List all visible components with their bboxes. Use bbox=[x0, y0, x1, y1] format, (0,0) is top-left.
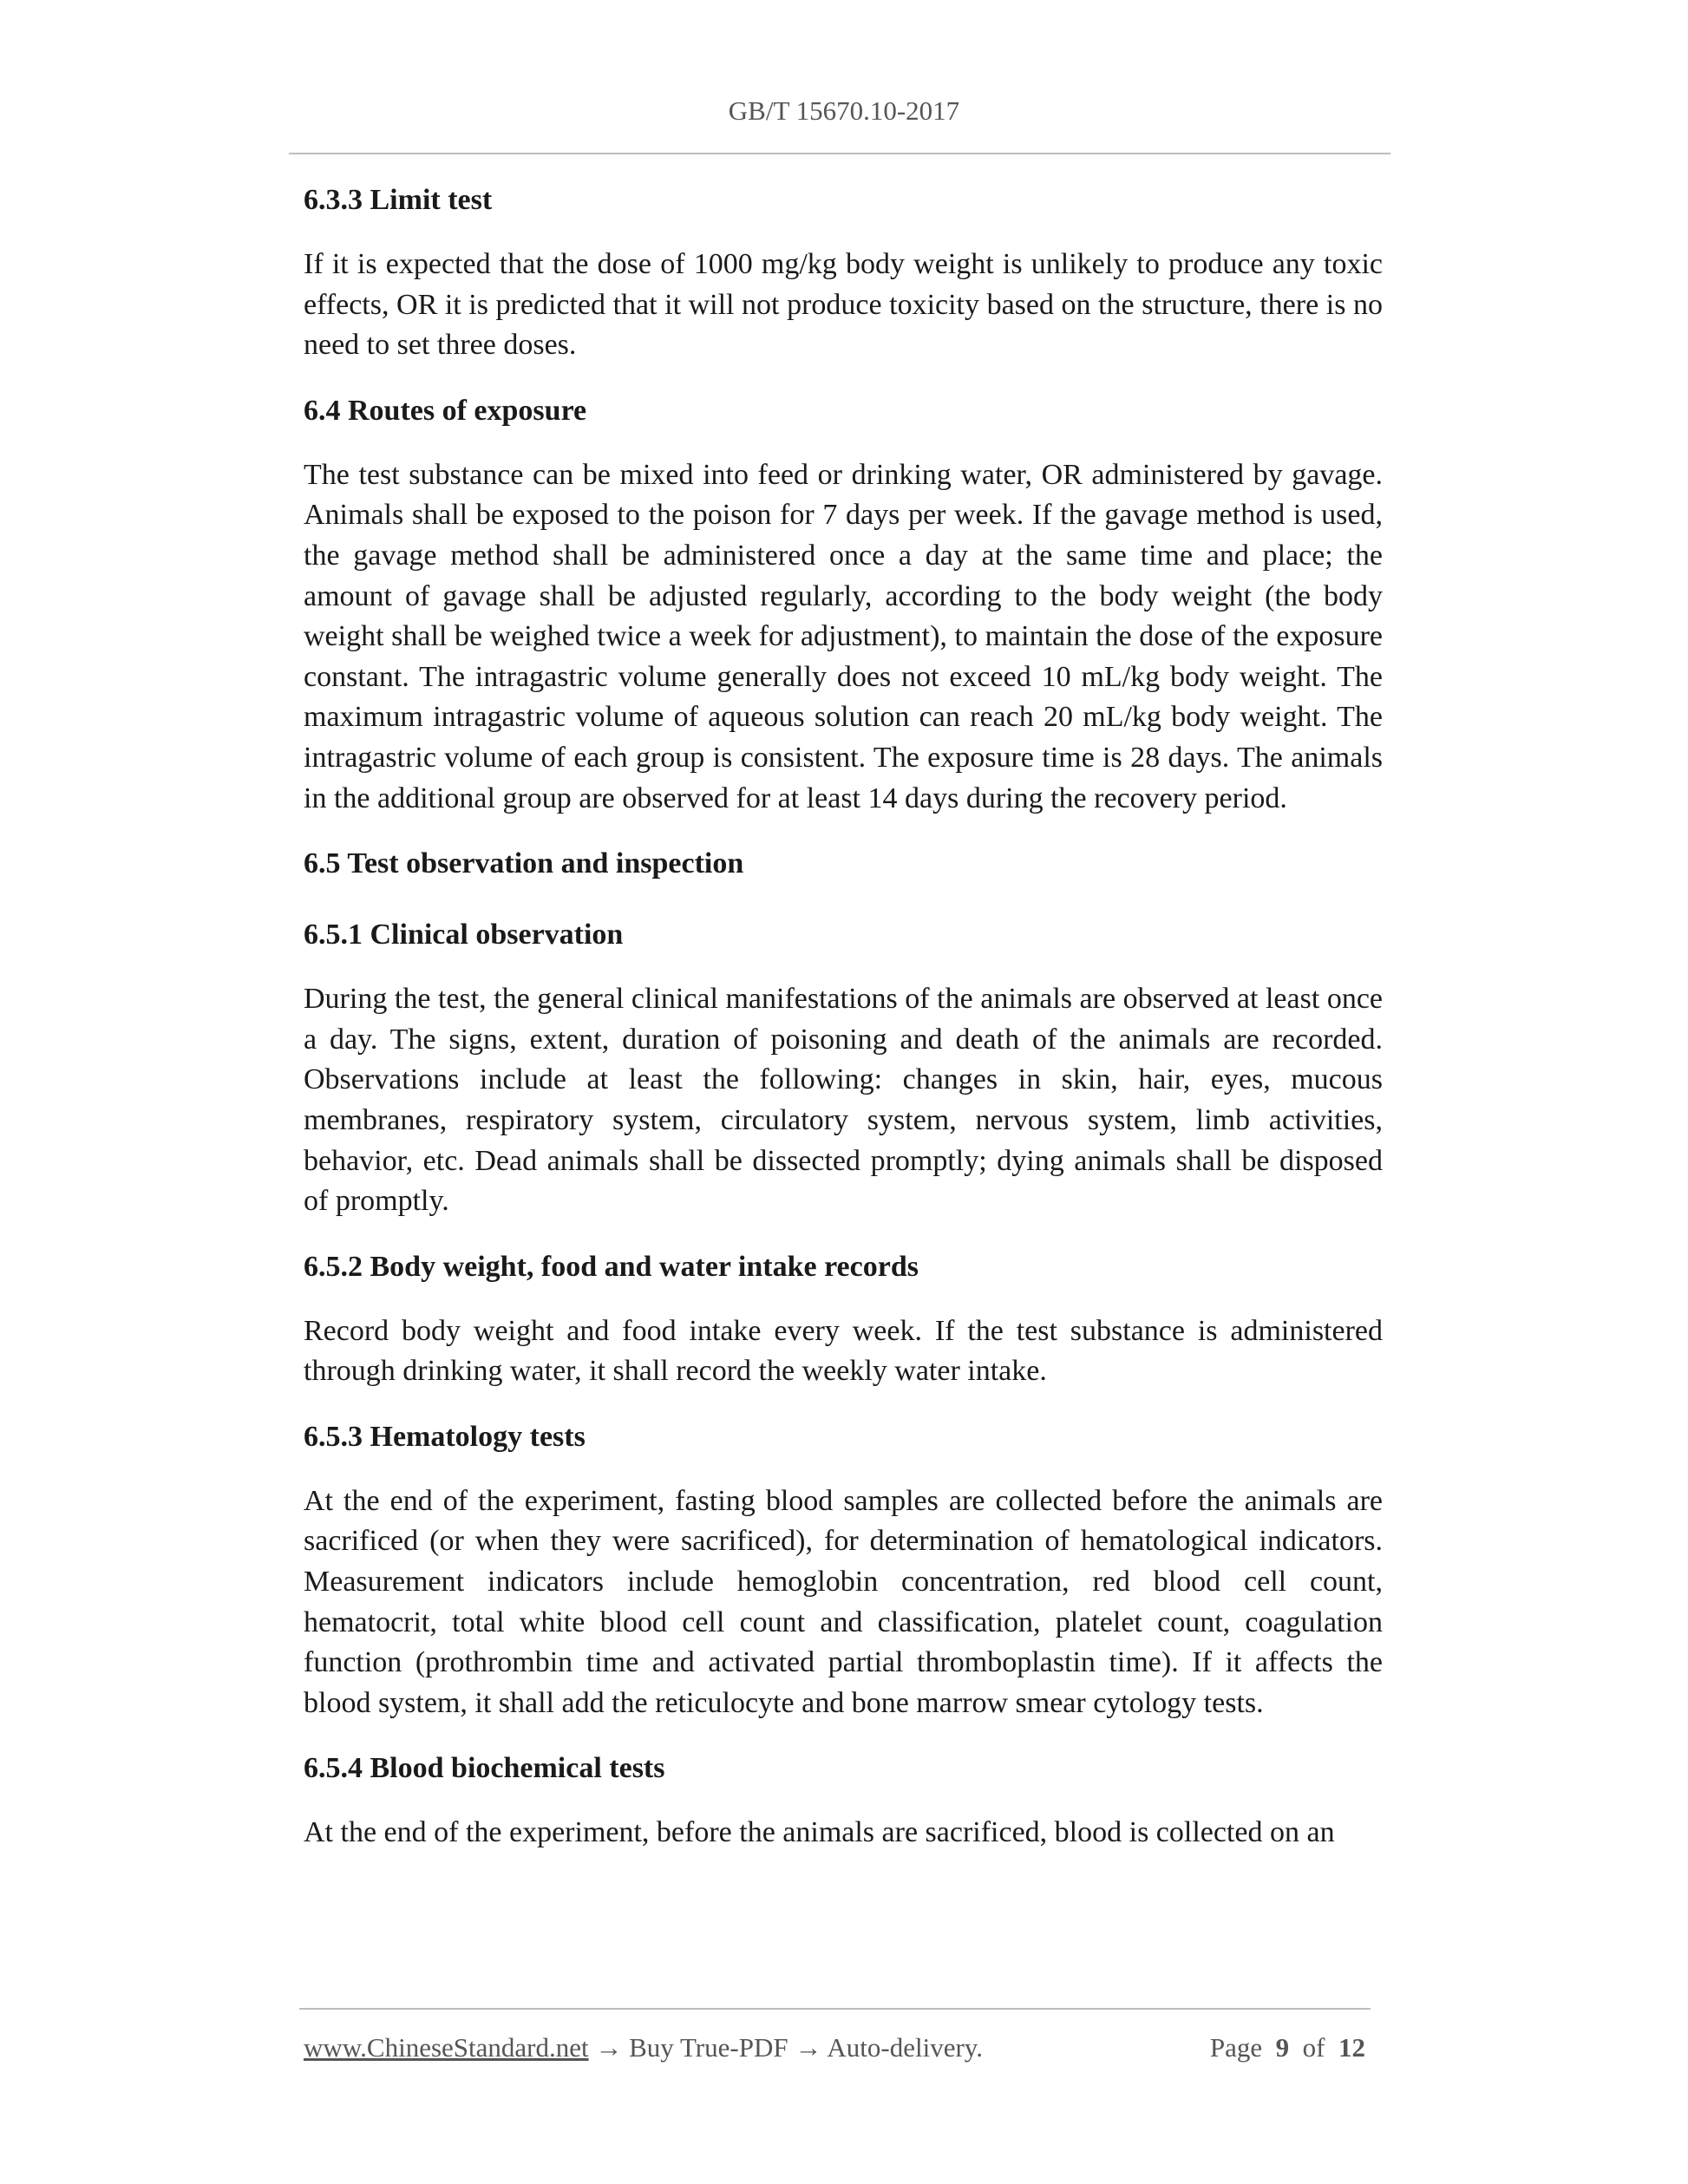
section-heading-6-5-2: 6.5.2 Body weight, food and water intake records bbox=[304, 1250, 919, 1283]
section-heading-6-5-1: 6.5.1 Clinical observation bbox=[304, 919, 624, 951]
buy-true-pdf-text: Buy True-PDF bbox=[629, 2032, 788, 2063]
section-heading-6-5: 6.5 Test observation and inspection bbox=[304, 847, 744, 880]
header-divider bbox=[289, 153, 1390, 154]
section-paragraph-6-5-3: At the end of the experiment, fasting blood samples are collected before the animals are sacrificed (or when they were sacrificed), for determination of hematological indicators. Measurement indicators include hemoglobin concentration, red blood cell count, hematocrit, total white blood cell count and classification, platelet count, coagulation function (prothrombin time and activated partial thromboplastin time). If it affects the blood system, it shall add the reticulocyte and bone marrow smear cytology tests. bbox=[304, 1484, 1383, 1719]
section-paragraph-6-3-3: If it is expected that the dose of 1000 mg/kg body weight is unlikely to produce any toxic effects, OR it is predicted that it will not produce toxicity based on the structure, there is no need to set three doses. bbox=[304, 248, 1383, 362]
section-paragraph-6-5-2: Record body weight and food intake every week. If the test substance is administered through drinking water, it shall record the weekly water intake. bbox=[304, 1314, 1383, 1388]
document-body bbox=[304, 180, 1383, 1854]
section-heading-6-3-3: 6.3.3 Limit test bbox=[304, 184, 493, 216]
document-code-header: GB/T 15670.10-2017 bbox=[728, 95, 960, 126]
page-label: Page bbox=[1209, 2032, 1263, 2063]
section-paragraph-6-4: The test substance can be mixed into feed or drinking water, OR administered by gavage. Animals shall be exposed to the poison for 7 days per week. If the gavage method is used, the gavage method shall be administered once a day at the same time and place; the amount of gavage shall be adjusted regularly, according to the body weight (the body weight shall be weighed twice a week for adjustment), to maintain the dose of the exposure constant. The intragastric volume generally does not exceed 10 mL/kg body weight. The maximum intragastric volume of aqueous solution can reach 20 mL/kg body weight. The intragastric volume of each group is consistent. The exposure time is 28 days. The animals in the additional group are observed for at least 14 days during the recovery period. bbox=[304, 458, 1383, 814]
section-heading-6-5-3: 6.5.3 Hematology tests bbox=[304, 1420, 586, 1453]
page-of-label: of bbox=[1302, 2032, 1325, 2063]
page-current: 9 bbox=[1275, 2032, 1290, 2063]
section-heading-6-4: 6.4 Routes of exposure bbox=[304, 394, 587, 427]
chinesestandard-link[interactable]: www.ChineseStandard.net bbox=[304, 2032, 589, 2063]
section-heading-6-5-4: 6.5.4 Blood biochemical tests bbox=[304, 1752, 665, 1785]
footer-divider bbox=[299, 2008, 1371, 2010]
auto-delivery-text: Auto-delivery. bbox=[827, 2032, 984, 2063]
section-paragraph-6-5-4: At the end of the experiment, before the animals are sacrificed, blood is collected on an bbox=[304, 1816, 1335, 1849]
arrow-right-icon: → bbox=[595, 2032, 623, 2063]
arrow-right-icon: → bbox=[795, 2032, 822, 2063]
footer-promo bbox=[304, 2034, 983, 2061]
section-paragraph-6-5-1: During the test, the general clinical manifestations of the animals are observed at least once a day. The signs, extent, duration of poisoning and death of the animals are recorded. Observations include at least the following: changes in skin, hair, eyes, mucous membranes, respiratory system, circulatory system, nervous system, limb activities, behavior, etc. Dead animals shall be dissected promptly; dying animals shall be disposed of promptly. bbox=[304, 983, 1383, 1218]
page-total: 12 bbox=[1338, 2032, 1365, 2063]
page-indicator bbox=[1210, 2034, 1365, 2061]
